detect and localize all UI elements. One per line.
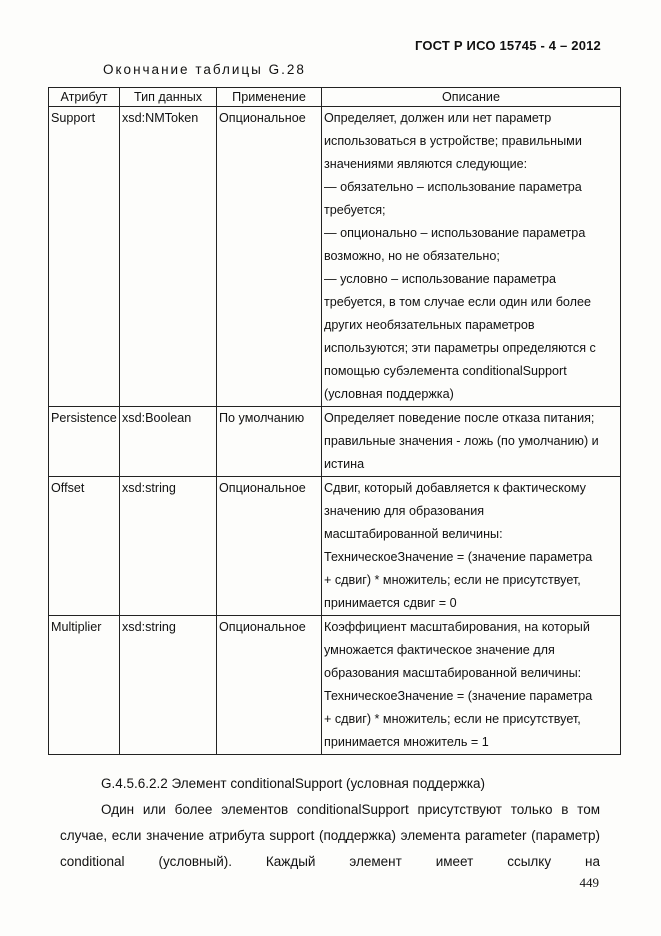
- document-header: ГОСТ Р ИСО 15745 - 4 – 2012: [414, 38, 601, 53]
- table-header-row: [49, 88, 621, 107]
- table-row: [49, 477, 621, 616]
- description-line: умножается фактическое значение для: [324, 643, 555, 657]
- description-line: требуется, в том случае если один или более: [324, 295, 592, 309]
- description-line: значениями являются следующие:: [324, 157, 528, 171]
- cell-description: [322, 107, 621, 407]
- description-line: образования масштабированной величины:: [324, 666, 582, 680]
- column-header-type: Тип данных: [120, 88, 217, 107]
- description-line: Коэффициент масштабирования, на который: [324, 620, 590, 634]
- cell-attribute: Persistence: [49, 407, 120, 477]
- table-row: [49, 107, 621, 407]
- table-caption: Окончание таблицы G.28: [103, 62, 306, 77]
- description-line: Сдвиг, который добавляется к фактическому: [324, 481, 586, 495]
- attribute-table: [48, 87, 621, 755]
- cell-usage: Опциональное: [217, 477, 322, 616]
- description-line: Определяет поведение после отказа питания;: [324, 411, 595, 425]
- description-line: возможно, но не обязательно;: [324, 249, 500, 263]
- body-paragraph: Один или более элементов conditionalSupport присутствуют только в том случае, если значение атрибута support (поддержка) элемента parameter (параметр) conditional (условный). Каждый элемент имеет ссылку на: [60, 802, 600, 869]
- cell-usage: По умолчанию: [217, 407, 322, 477]
- description-line: истина: [324, 457, 365, 471]
- description-line: ТехническоеЗначение = (значение параметра: [324, 550, 593, 564]
- description-line: использоваться в устройстве; правильными: [324, 134, 582, 148]
- cell-description: [322, 477, 621, 616]
- description-line: значению для образования: [324, 504, 485, 518]
- cell-attribute: Multiplier: [49, 616, 120, 755]
- description-line: + сдвиг) * множитель; если не присутствует,: [324, 573, 581, 587]
- table-body: [49, 107, 621, 755]
- cell-type: xsd:NMToken: [120, 107, 217, 407]
- description-line: масштабированной величины:: [324, 527, 503, 541]
- description-line: — опционально – использование параметра: [324, 226, 586, 240]
- description-line: других необязательных параметров: [324, 318, 535, 332]
- description-line: принимается множитель = 1: [324, 735, 489, 749]
- cell-type: xsd:Boolean: [120, 407, 217, 477]
- cell-type: xsd:string: [120, 616, 217, 755]
- description-line: + сдвиг) * множитель; если не присутствует,: [324, 712, 581, 726]
- cell-description: [322, 407, 621, 477]
- cell-attribute: Offset: [49, 477, 120, 616]
- cell-usage: Опциональное: [217, 616, 322, 755]
- cell-usage: Опциональное: [217, 107, 322, 407]
- cell-attribute: Support: [49, 107, 120, 407]
- column-header-description: Описание: [322, 88, 621, 107]
- column-header-usage: Применение: [217, 88, 322, 107]
- description-line: ТехническоеЗначение = (значение параметра: [324, 689, 593, 703]
- table-row: [49, 616, 621, 755]
- page-number: 449: [579, 875, 599, 890]
- description-line: (условная поддержка): [324, 387, 454, 401]
- description-line: — обязательно – использование параметра: [324, 180, 582, 194]
- cell-description: [322, 616, 621, 755]
- description-line: помощью субэлемента conditionalSupport: [324, 364, 567, 378]
- section-heading: G.4.5.6.2.2 Элемент conditionalSupport (условная поддержка): [101, 776, 486, 791]
- description-line: правильные значения - ложь (по умолчанию) и: [324, 434, 599, 448]
- column-header-attribute: Атрибут: [49, 88, 120, 107]
- description-line: — условно – использование параметра: [324, 272, 557, 286]
- description-line: Определяет, должен или нет параметр: [324, 111, 552, 125]
- cell-type: xsd:string: [120, 477, 217, 616]
- description-line: требуется;: [324, 203, 386, 217]
- table-row: [49, 407, 621, 477]
- description-line: принимается сдвиг = 0: [324, 596, 457, 610]
- description-line: используются; эти параметры определяются с: [324, 341, 596, 355]
